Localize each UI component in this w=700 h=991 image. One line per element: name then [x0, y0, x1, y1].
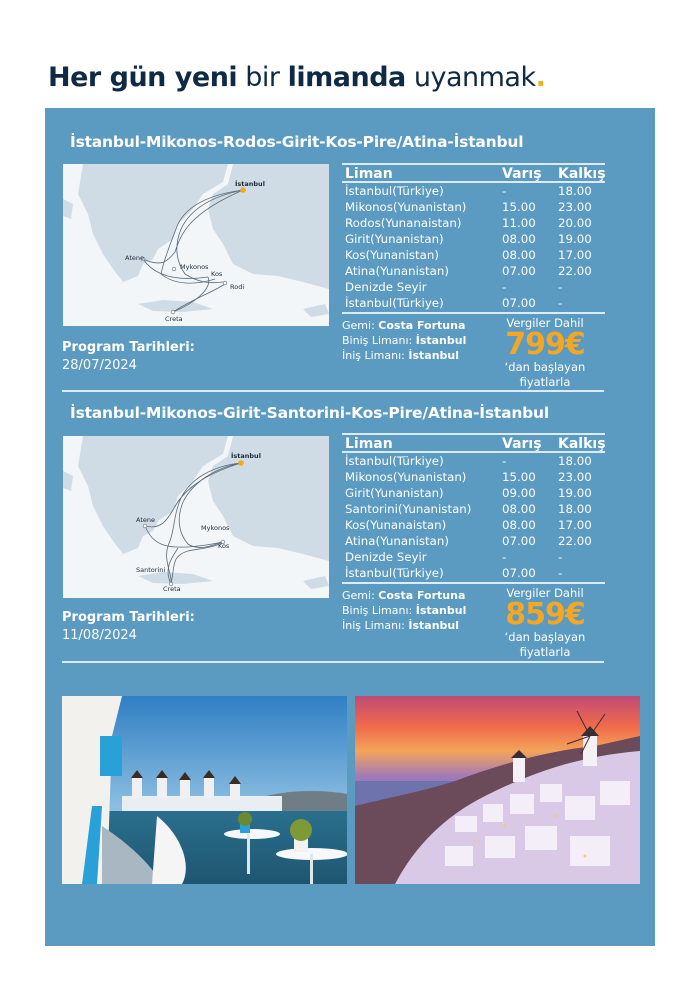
ship-label: Gemi: [342, 589, 375, 602]
map-label-creta: Creta [165, 315, 183, 323]
header-arrival: Varış [502, 166, 542, 182]
departure-cell: 17.00 [558, 248, 592, 262]
arrival-cell: 08.00 [502, 518, 536, 532]
port-cell: Denizde Seyir [345, 280, 427, 294]
itinerary-row [342, 231, 605, 247]
departure-cell: 20.00 [558, 216, 592, 230]
price-suffix-2: fiyatlarla [519, 375, 571, 389]
itinerary-row [342, 501, 605, 517]
header-port: Liman [345, 166, 393, 182]
cruise-1-ship-info [342, 318, 466, 363]
cruise-1-title: İstanbul-Mikonos-Rodos-Girit-Kos-Pire/Atina-İstanbul [70, 133, 524, 151]
itinerary-row [342, 517, 605, 533]
departure-cell: - [558, 566, 563, 580]
itinerary-row [342, 279, 605, 295]
price-suffix-2: fiyatlarla [519, 645, 571, 659]
arrival-cell: 11.00 [502, 216, 536, 230]
section-divider [62, 390, 604, 392]
headline-part4: uyanmak [413, 62, 536, 93]
port-cell: Mikonos(Yunanistan) [345, 200, 467, 214]
map-label-rodi: Rodi [230, 283, 245, 291]
itinerary-row [342, 183, 605, 199]
arrival-cell: - [502, 280, 507, 294]
arrival-cell: 15.00 [502, 470, 536, 484]
price-amount: 859€ [505, 597, 585, 632]
departure-cell: 19.00 [558, 486, 592, 500]
map-label-kos: Kos [211, 270, 223, 278]
program-dates-label: Program Tarihleri: [62, 340, 195, 355]
disembark-port: İstanbul [408, 619, 460, 632]
departure-cell: 18.00 [558, 454, 592, 468]
port-cell: Kos(Yunanaistan) [345, 518, 447, 532]
ship-label: Gemi: [342, 319, 375, 332]
itinerary-row [342, 549, 605, 565]
map-label-mykonos: Mykonos [180, 263, 209, 271]
itinerary-row [342, 565, 605, 581]
headline-part1: Her gün yeni [48, 62, 238, 93]
mykonos-photo [62, 696, 347, 884]
arrival-cell: 08.00 [502, 232, 536, 246]
arrival-cell: 08.00 [502, 502, 536, 516]
port-cell: Atina(Yunanistan) [345, 264, 449, 278]
itinerary-row [342, 469, 605, 485]
disembark-label: İniş Limanı: [342, 349, 405, 362]
arrival-cell: 09.00 [502, 486, 536, 500]
map-label-santorini: Santorini [136, 566, 166, 574]
map-label-atene: Atene [136, 516, 155, 524]
departure-cell: 23.00 [558, 200, 592, 214]
arrival-cell: 08.00 [502, 248, 536, 262]
map-label-istanbul: İstanbul [235, 180, 265, 188]
port-cell: Girit(Yunanistan) [345, 486, 444, 500]
map-label-kos: Kos [218, 542, 230, 550]
arrival-cell: - [502, 454, 507, 468]
map-label-istanbul: İstanbul [231, 452, 261, 460]
arrival-cell: - [502, 184, 507, 198]
departure-cell: 19.00 [558, 232, 592, 246]
map-label-mykonos: Mykonos [201, 524, 230, 532]
arrival-cell: 15.00 [502, 200, 536, 214]
table-bottom-rule [342, 582, 605, 584]
port-cell: Santorini(Yunanistan) [345, 502, 472, 516]
itinerary-row [342, 485, 605, 501]
ship-name: Costa Fortuna [378, 319, 466, 332]
port-cell: Rodos(Yunanaistan) [345, 216, 462, 230]
embark-port: İstanbul [415, 604, 467, 617]
departure-cell: 18.00 [558, 184, 592, 198]
cruise-2-itinerary-table [342, 433, 605, 584]
program-date: 11/08/2024 [62, 628, 137, 643]
page-headline [48, 62, 545, 93]
departure-cell: 22.00 [558, 264, 592, 278]
headline-dot: . [535, 62, 546, 93]
cruise-1-itinerary-table [342, 163, 605, 314]
embark-port: İstanbul [415, 334, 467, 347]
arrival-cell: 07.00 [502, 566, 536, 580]
cruise-2-title: İstanbul-Mikonos-Girit-Santorini-Kos-Pire/Atina-İstanbul [70, 404, 550, 422]
section-divider [62, 661, 604, 663]
tax-note: Vergiler Dahil [506, 586, 584, 600]
port-cell: Denizde Seyir [345, 550, 427, 564]
arrival-cell: 07.00 [502, 534, 536, 548]
itinerary-row [342, 215, 605, 231]
disembark-port: İstanbul [408, 349, 460, 362]
arrival-cell: 07.00 [502, 296, 536, 310]
port-cell: Mikonos(Yunanistan) [345, 470, 467, 484]
departure-cell: 17.00 [558, 518, 592, 532]
program-date: 28/07/2024 [62, 358, 137, 373]
arrival-cell: 07.00 [502, 264, 536, 278]
embark-label: Biniş Limanı: [342, 334, 413, 347]
disembark-label: İniş Limanı: [342, 619, 405, 632]
port-cell: Atina(Yunanistan) [345, 534, 449, 548]
headline-part3: limanda [287, 62, 406, 93]
itinerary-row [342, 533, 605, 549]
port-cell: Girit(Yunanistan) [345, 232, 444, 246]
header-arrival: Varış [502, 436, 542, 452]
itinerary-row [342, 199, 605, 215]
header-departure: Kalkış [558, 166, 606, 182]
departure-cell: - [558, 550, 563, 564]
ship-name: Costa Fortuna [378, 589, 466, 602]
departure-cell: 22.00 [558, 534, 592, 548]
cruise-2-route-map [63, 436, 329, 598]
port-cell: İstanbul(Türkiye) [345, 454, 444, 468]
port-cell: İstanbul(Türkiye) [345, 184, 444, 198]
headline-part2: bir [245, 62, 280, 93]
tax-note: Vergiler Dahil [506, 316, 584, 330]
port-cell: Kos(Yunanistan) [345, 248, 439, 262]
itinerary-row [342, 263, 605, 279]
arrival-cell: - [502, 550, 507, 564]
cruise-panel [45, 108, 655, 946]
price-suffix: ‘dan başlayan [504, 630, 586, 644]
santorini-photo [355, 696, 640, 884]
cruise-2-ship-info [342, 588, 466, 633]
map-label-atene: Atene [125, 254, 144, 262]
price-amount: 799€ [505, 327, 585, 362]
port-cell: İstanbul(Türkiye) [345, 296, 444, 310]
departure-cell: - [558, 296, 563, 310]
departure-cell: - [558, 280, 563, 294]
header-departure: Kalkış [558, 436, 606, 452]
price-suffix: ‘dan başlayan [504, 360, 586, 374]
cruise-2-price [485, 586, 605, 660]
table-bottom-rule [342, 312, 605, 314]
embark-label: Biniş Limanı: [342, 604, 413, 617]
header-port: Liman [345, 436, 393, 452]
cruise-2-program [62, 610, 195, 643]
cruise-1-program [62, 340, 195, 373]
cruise-1-route-map [63, 164, 329, 326]
program-dates-label: Program Tarihleri: [62, 610, 195, 625]
port-cell: İstanbul(Türkiye) [345, 566, 444, 580]
departure-cell: 23.00 [558, 470, 592, 484]
table-header-row [342, 165, 605, 183]
cruise-1-price [485, 316, 605, 390]
itinerary-row [342, 247, 605, 263]
table-header-row [342, 435, 605, 453]
itinerary-row [342, 295, 605, 311]
itinerary-row [342, 453, 605, 469]
map-label-creta: Creta [163, 585, 181, 593]
departure-cell: 18.00 [558, 502, 592, 516]
